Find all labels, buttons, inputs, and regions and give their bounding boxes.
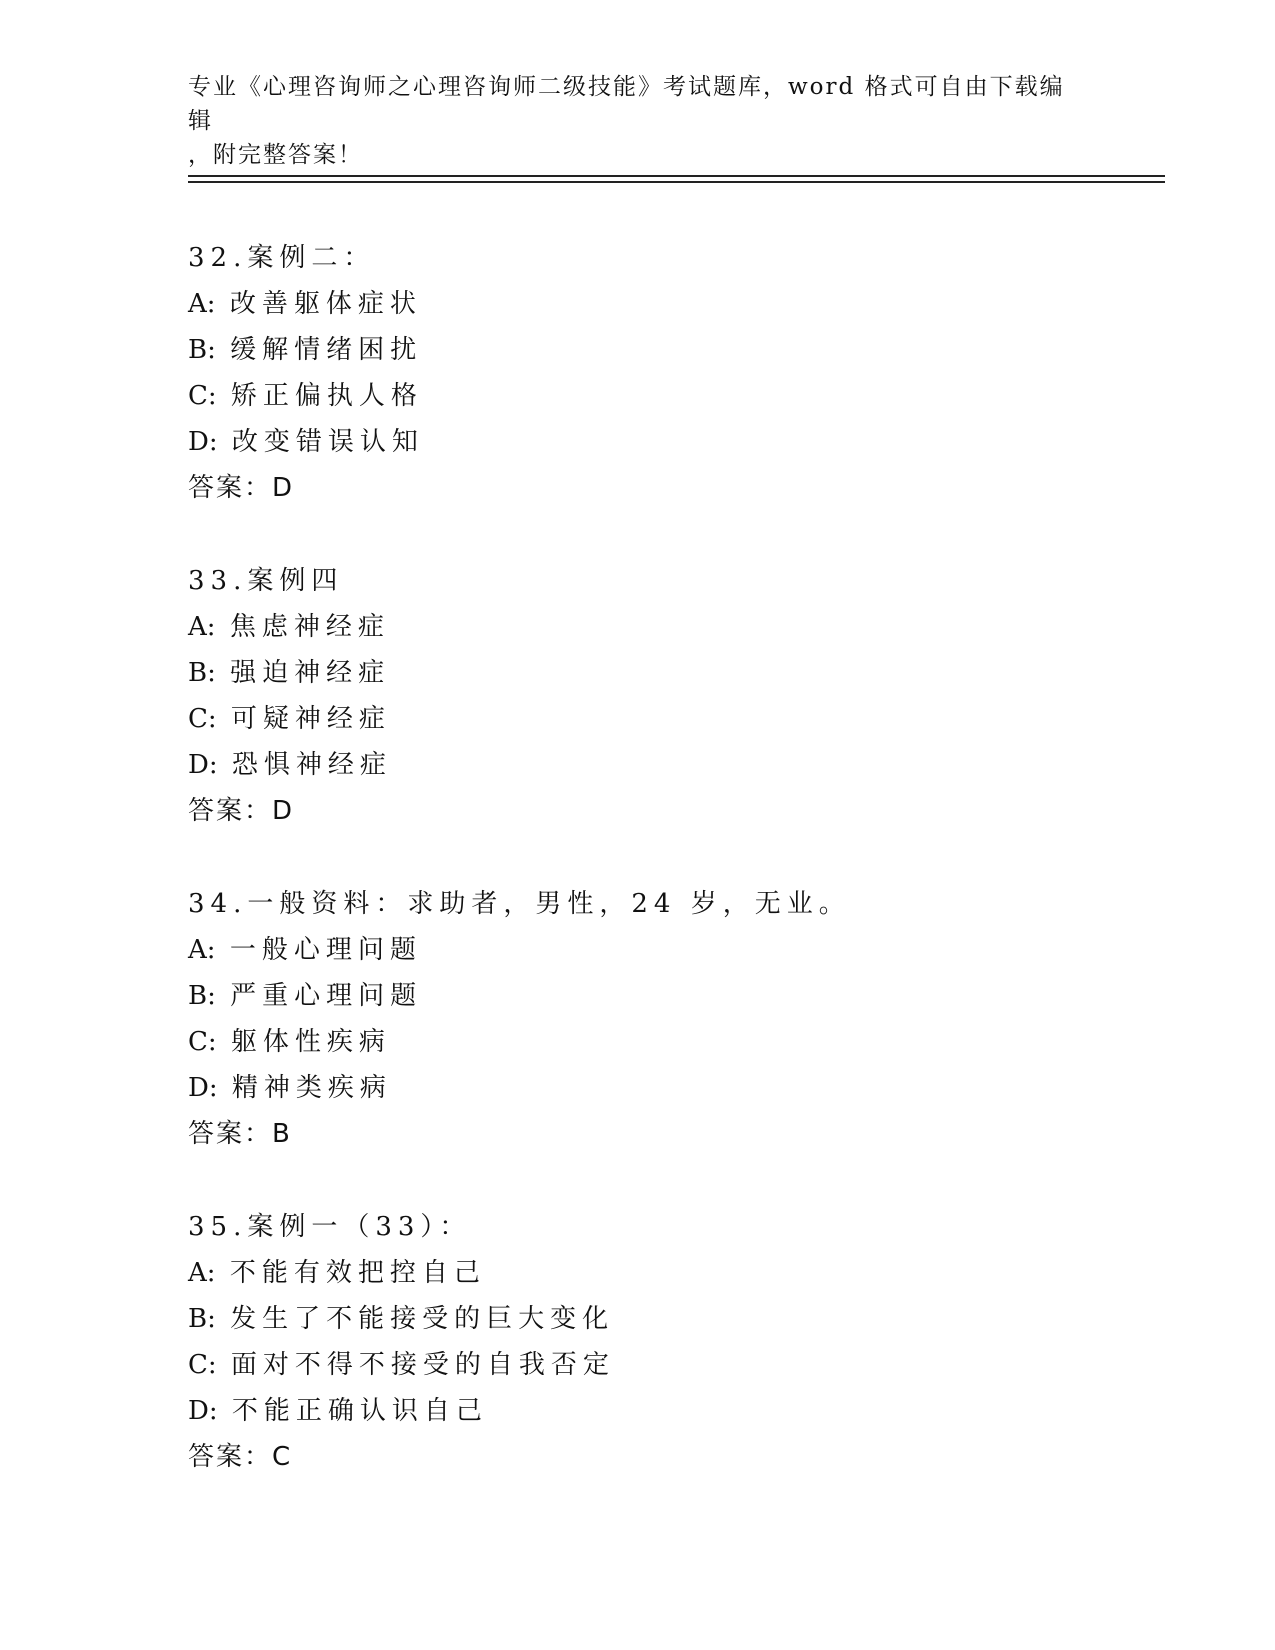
answer-line: 答案：B [188, 1119, 292, 1149]
header-divider-top [188, 175, 1165, 177]
option-letter: C: [188, 1027, 217, 1057]
option-c [188, 373, 1088, 419]
question-34 [188, 881, 1088, 1157]
question-stem: 35.案例一（33）： [188, 1212, 472, 1242]
option-text: 改善躯体症状 [229, 289, 422, 319]
option-text: 不能有效把控自己 [229, 1258, 486, 1288]
option-text: 不能正确认识自己 [231, 1396, 488, 1426]
option-text: 一般心理问题 [229, 935, 422, 965]
header-divider-bottom [188, 181, 1165, 183]
option-text: 发生了不能接受的巨大变化 [230, 1304, 615, 1334]
option-letter: D: [188, 427, 218, 457]
option-a [188, 927, 1088, 973]
option-letter: B: [188, 335, 216, 365]
question-33 [188, 558, 1088, 834]
option-letter: A: [188, 612, 216, 642]
option-b [188, 1296, 1088, 1342]
answer-line: 答案：C [188, 1442, 293, 1472]
question-stem: 32.案例二： [188, 243, 376, 273]
option-text: 强迫神经症 [230, 658, 391, 688]
option-text: 精神类疾病 [231, 1073, 392, 1103]
option-letter: A: [188, 289, 216, 319]
option-b [188, 650, 1088, 696]
question-35 [188, 1204, 1088, 1480]
option-letter: D: [188, 1396, 218, 1426]
document-header [188, 70, 1088, 172]
option-text: 改变错误认知 [231, 427, 424, 457]
option-c [188, 1019, 1088, 1065]
option-letter: B: [188, 658, 216, 688]
option-text: 恐惧神经症 [231, 750, 392, 780]
option-text: 缓解情绪困扰 [230, 335, 423, 365]
option-letter: C: [188, 381, 217, 411]
option-a [188, 1250, 1088, 1296]
answer-line: 答案：D [188, 796, 295, 826]
option-b [188, 327, 1088, 373]
option-letter: C: [188, 1350, 217, 1380]
option-b [188, 973, 1088, 1019]
option-text: 焦虑神经症 [229, 612, 390, 642]
option-letter: A: [188, 935, 216, 965]
question-stem: 34.一般资料：求助者，男性，24 岁，无业。 [188, 889, 851, 919]
option-letter: D: [188, 750, 218, 780]
option-text: 面对不得不接受的自我否定 [230, 1350, 615, 1380]
question-list [188, 235, 1088, 1527]
option-letter: A: [188, 1258, 216, 1288]
header-line-2: ，附完整答案！ [188, 142, 363, 168]
answer-line: 答案：D [188, 473, 295, 503]
option-c [188, 696, 1088, 742]
question-stem: 33.案例四 [188, 566, 344, 596]
option-text: 可疑神经症 [230, 704, 391, 734]
option-d [188, 742, 1088, 788]
option-d [188, 419, 1088, 465]
header-line-1: 专业《心理咨询师之心理咨询师二级技能》考试题库，word 格式可自由下载编辑 [188, 74, 1065, 134]
question-32 [188, 235, 1088, 511]
option-d [188, 1388, 1088, 1434]
option-a [188, 604, 1088, 650]
option-letter: D: [188, 1073, 218, 1103]
option-letter: B: [188, 981, 216, 1011]
option-text: 矫正偏执人格 [230, 381, 423, 411]
option-d [188, 1065, 1088, 1111]
option-text: 严重心理问题 [230, 981, 423, 1011]
option-letter: B: [188, 1304, 216, 1334]
option-text: 躯体性疾病 [230, 1027, 391, 1057]
option-c [188, 1342, 1088, 1388]
option-a [188, 281, 1088, 327]
option-letter: C: [188, 704, 217, 734]
